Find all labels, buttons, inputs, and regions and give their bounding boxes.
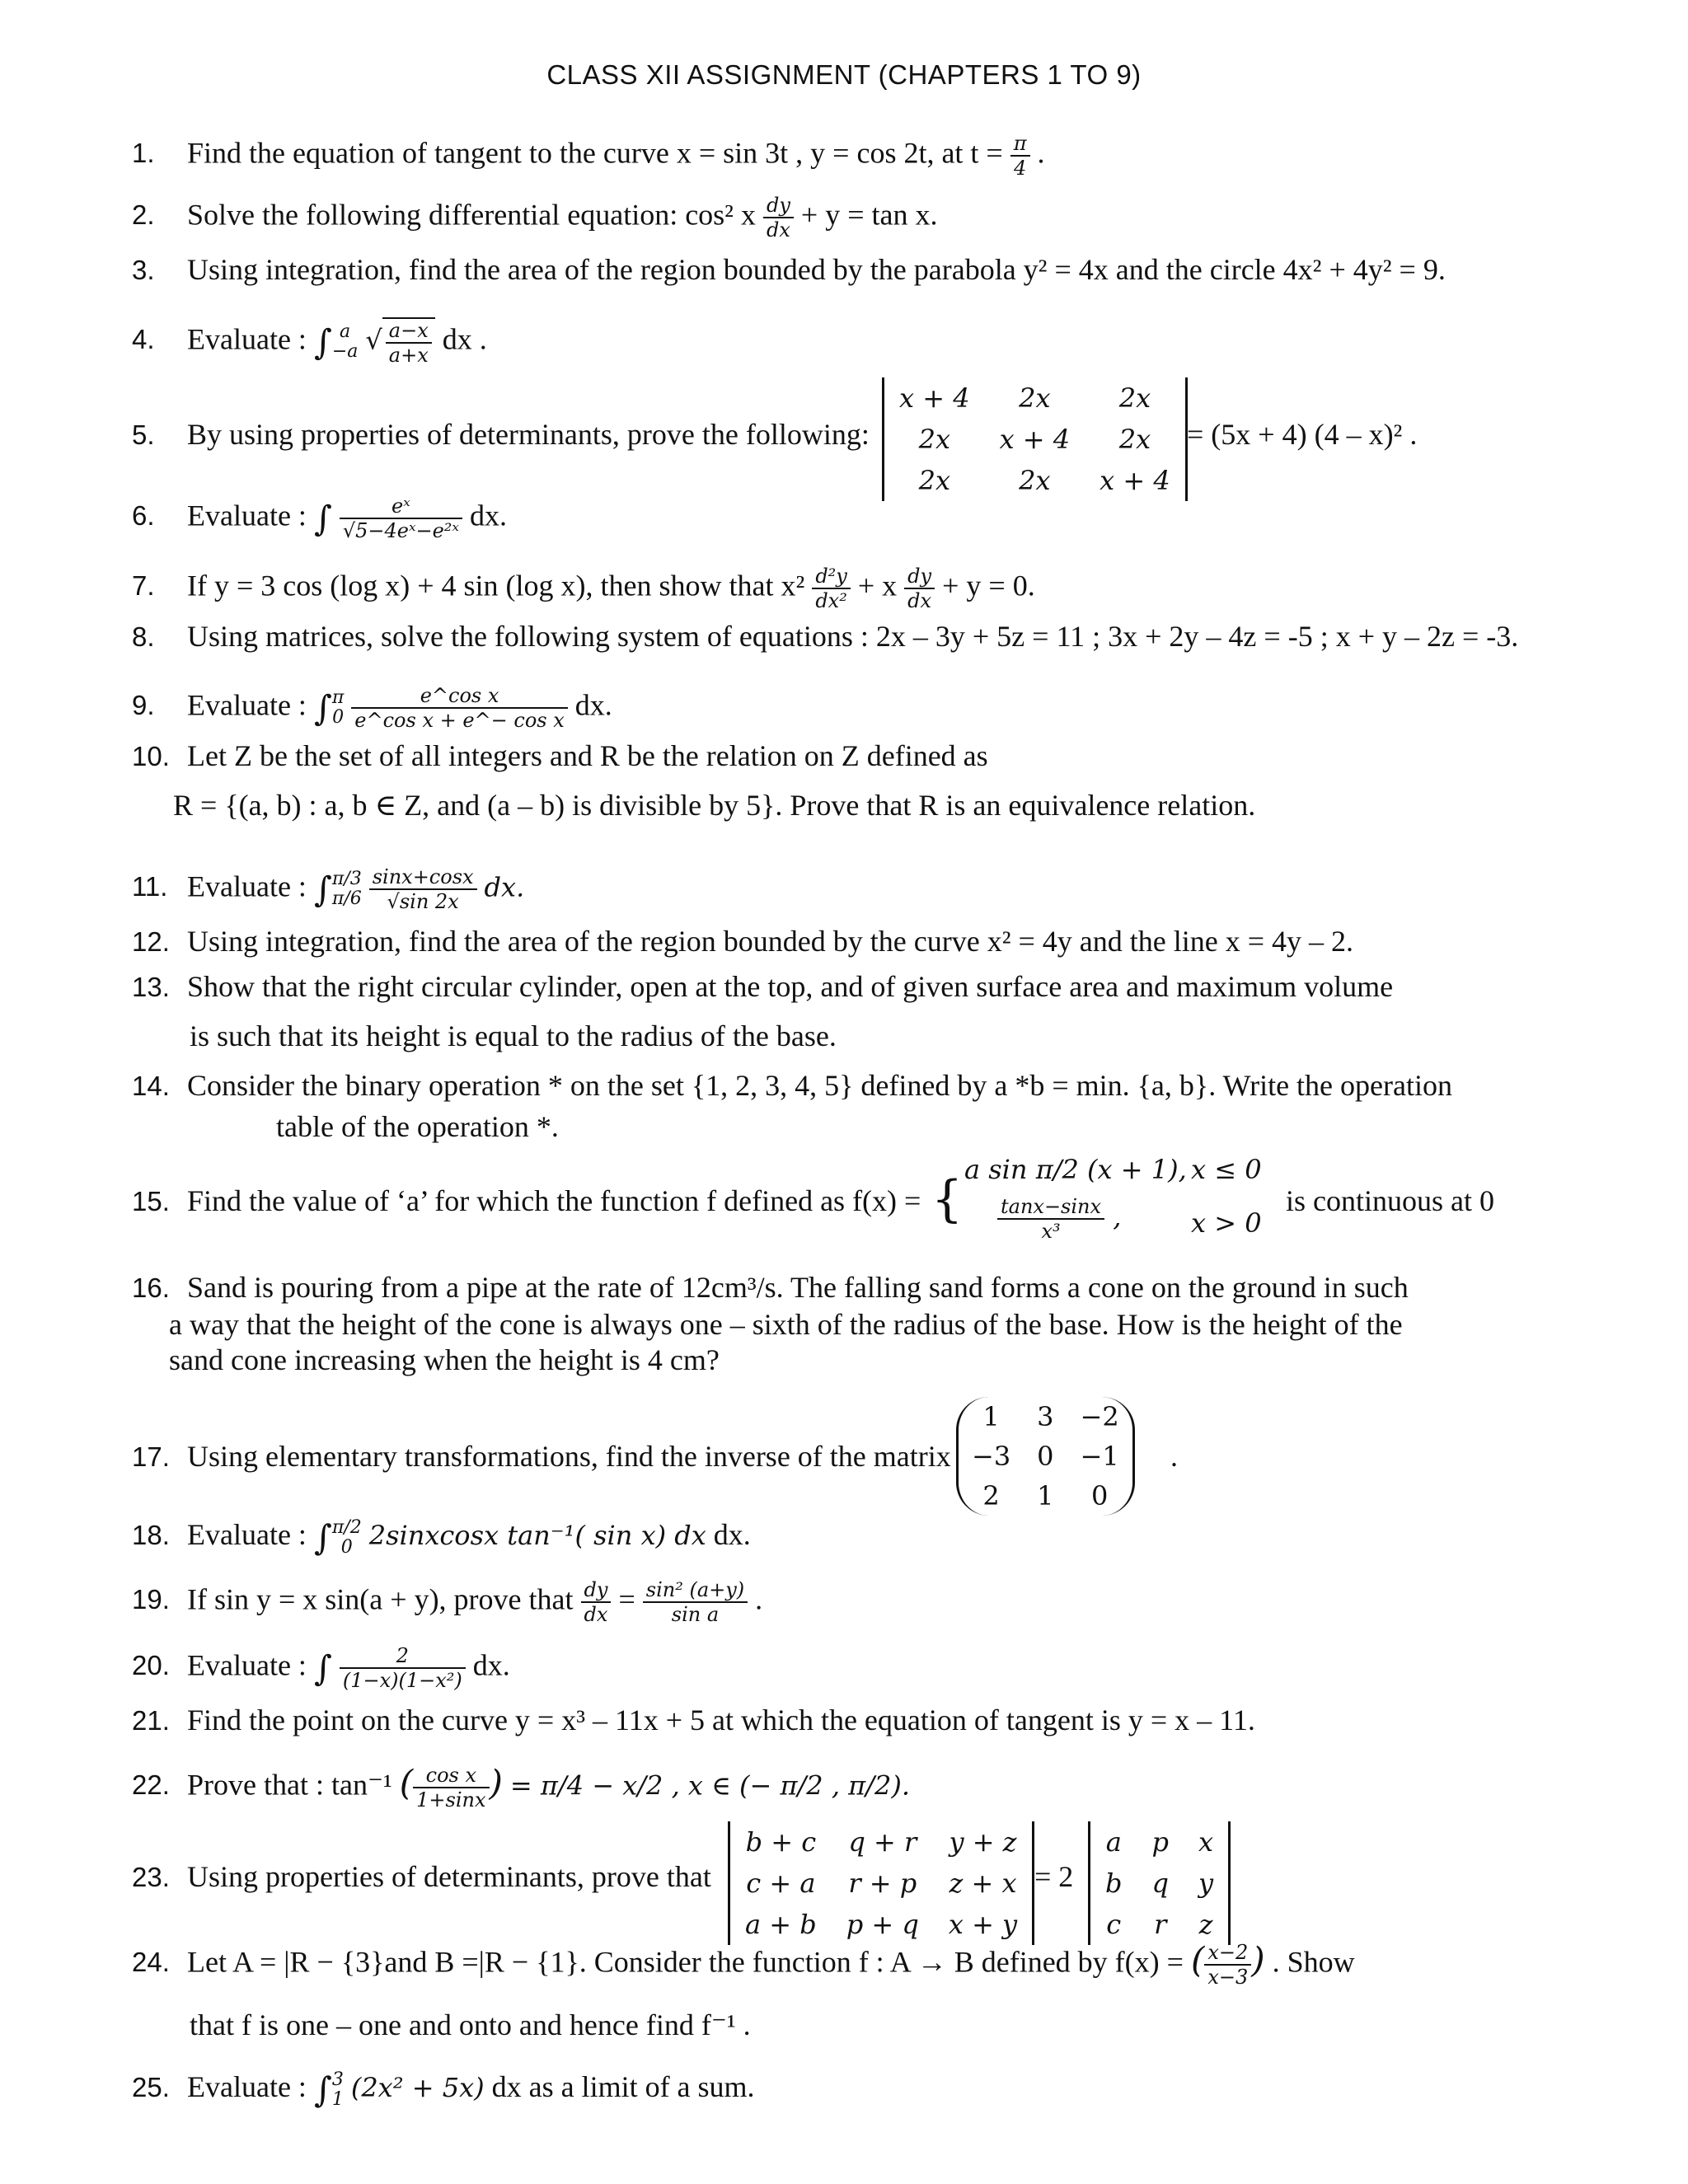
question-number: 1. xyxy=(132,138,155,169)
question-13 xyxy=(132,968,1393,1005)
question-11 xyxy=(132,865,524,913)
question-25 xyxy=(132,2069,755,2110)
question-24-line-2: that f is one – one and onto and hence find f⁻¹ . xyxy=(190,2008,751,2041)
question-number: 7. xyxy=(132,570,155,602)
question-8 xyxy=(132,618,1518,655)
piecewise-case-1: a sin π/2 (x + 1), xyxy=(964,1154,1187,1185)
question-number: 21. xyxy=(132,1705,170,1736)
question-number: 22. xyxy=(132,1769,170,1801)
determinant-right: a p x b q y c r z xyxy=(1088,1821,1231,1945)
integral-limits: π/3 π/6 xyxy=(331,869,362,909)
question-tail: + y = 0. xyxy=(942,569,1035,602)
question-3 xyxy=(132,251,1446,288)
fraction: $\frac{\text{e\textasciicircum{}cos x}}{\text{e\textasciicircum{}cos x + e\textasciicircum{}− cos x}}$ xyxy=(351,684,567,732)
question-16-line-3: sand cone increasing when the height is 4 cm? xyxy=(169,1343,720,1376)
question-15-tail: is continuous at 0 xyxy=(1286,1184,1494,1217)
fraction: $\frac{x-2}{x-3}$ xyxy=(1204,1941,1251,1989)
question-5 xyxy=(132,416,870,453)
fraction: $\frac{\text{cos x}}{1+\sin x}$ xyxy=(413,1764,489,1811)
question-22: 22. Prove that : tan⁻¹ ( $\frac{\text{cos x}}{1+\sin x}$ ) = π/4 − x/2 , x ∈ (− π/2 , π/2). xyxy=(132,1762,910,1811)
question-tail: dx. xyxy=(472,1648,510,1682)
question-21 xyxy=(132,1702,1255,1739)
question-number: 13. xyxy=(132,972,170,1002)
question-number: 24. xyxy=(132,1947,170,1978)
question-6 xyxy=(132,494,507,542)
question-10 xyxy=(132,738,988,775)
question-18 xyxy=(132,1516,751,1558)
question-9 xyxy=(132,684,612,732)
piecewise-condition-2: x > 0 xyxy=(1191,1207,1262,1239)
integral-sign: ∫ xyxy=(313,1517,332,1558)
question-number: 9. xyxy=(132,690,155,721)
integral-limits: π/2 0 xyxy=(331,1516,362,1558)
fraction: $\frac{\sin x+\cos x}{√\sin 2x}$ xyxy=(369,865,477,913)
question-2 xyxy=(132,194,938,241)
question-text: Using matrices, solve the following system of equations : 2x – 3y + 5z = 11 ; 3x + 2y – 4z = -5 ; x + y – 2z = -3. xyxy=(187,620,1519,653)
question-23 xyxy=(132,1858,711,1896)
question-number: 14. xyxy=(132,1071,170,1101)
question-tail: dx. xyxy=(574,688,612,722)
question-number: 20. xyxy=(132,1650,170,1681)
question-number: 15. xyxy=(132,1186,170,1216)
question-19: 19. If sin y = x sin(a + y), prove that $\frac{dy}{dx}$ = $\frac{\text{sin² (a+y)}}{\text{sin a}}$ . xyxy=(132,1578,763,1626)
integral-limits: 3 1 xyxy=(331,2069,344,2110)
question-20 xyxy=(132,1644,510,1692)
question-number: 10. xyxy=(132,741,170,771)
determinant: x + 4 2x 2x 2x x + 4 2x 2x 2x x + 4 xyxy=(882,377,1188,501)
question-tail: = π/4 − x/2 , x ∈ (− π/2 , π/2). xyxy=(509,1769,910,1802)
question-7 xyxy=(132,565,1035,612)
integral-sign: ∫ xyxy=(313,2069,332,2110)
question-number: 23. xyxy=(132,1862,170,1892)
question-23-equals: = 2 xyxy=(1034,1860,1074,1893)
question-17-tail: . xyxy=(1170,1440,1178,1473)
question-1 xyxy=(132,132,1045,180)
question-tail: dx. xyxy=(484,871,525,903)
question-13-line-2: is such that its height is equal to the radius of the base. xyxy=(190,1019,837,1052)
fraction: $\frac{\text{d²y}}{\text{dx²}}$ xyxy=(812,565,851,612)
question-tail: . xyxy=(1037,136,1045,170)
question-text: Show that the right circular cylinder, open at the top, and of given surface area and maximum volume xyxy=(187,970,1394,1003)
question-12 xyxy=(132,923,1353,960)
brace: { xyxy=(931,1170,964,1228)
question-number: 6. xyxy=(132,500,155,532)
fraction: $\frac{dy}{dx}$ xyxy=(581,1578,612,1626)
question-tail: . xyxy=(755,1582,763,1616)
question-text: Find the equation of tangent to the curve x = sin 3t , y = cos 2t, at t = xyxy=(187,136,1003,170)
question-tail: dx as a limit of a sum. xyxy=(491,2070,755,2103)
piecewise-case-2: $\frac{\tan x-\sin x}{\text{x³}}$ , xyxy=(997,1195,1121,1243)
question-number: 2. xyxy=(132,199,155,231)
question-number: 8. xyxy=(132,621,155,652)
question-tail: . Show xyxy=(1272,1945,1355,1979)
question-tail: dx . xyxy=(442,322,487,356)
question-text: Find the value of ‘a’ for which the function f defined as f(x) = xyxy=(187,1184,921,1217)
question-text: Sand is pouring from a pipe at the rate of 12cm³/s. The falling sand forms a cone on the ground in such xyxy=(187,1271,1409,1304)
question-number: 3. xyxy=(132,255,155,285)
fraction: $\frac{a-x}{a+x}$ xyxy=(382,317,435,367)
integral-sign: ∫ xyxy=(313,1647,332,1689)
question-text: Evaluate : xyxy=(187,1648,307,1682)
question-mid: + x xyxy=(857,569,898,602)
fraction: $\frac{\pi}{4}$ xyxy=(1010,132,1030,180)
question-text: By using properties of determinants, prove the following: xyxy=(187,418,870,451)
question-text: Evaluate : xyxy=(187,1518,307,1551)
question-number: 5. xyxy=(132,419,155,450)
fraction: $\frac{dy}{dx}$ xyxy=(763,194,794,241)
question-text: Find the point on the curve y = x³ – 11x + 5 at which the equation of tangent is y = x – 11. xyxy=(187,1704,1255,1736)
question-text: Let A = |R − {3}and B =|R − {1}. Consider the function f : A → B defined by f(x) = xyxy=(187,1945,1184,1979)
question-24: 24. Let A = |R − {3}and B =|R − {1}. Consider the function f : A → B defined by f(x) = ( $\frac{x-2}{x-3}$ ) . Show xyxy=(132,1939,1355,1989)
question-number: 4. xyxy=(132,324,155,355)
question-text: Evaluate : xyxy=(187,499,307,532)
fraction: $\frac{\text{sin² (a+y)}}{\text{sin a}}$ xyxy=(643,1578,748,1626)
question-text: Using integration, find the area of the region bounded by the parabola y² = 4x and the circle 4x² + 4y² = 9. xyxy=(187,253,1446,286)
question-tail: dx. xyxy=(713,1518,751,1551)
integral-sign: ∫ xyxy=(313,321,332,363)
integral-limits: π 0 xyxy=(331,687,345,728)
question-number: 19. xyxy=(132,1584,170,1615)
question-number: 12. xyxy=(132,926,170,957)
question-text: Solve the following differential equation: cos² x xyxy=(187,198,756,232)
question-number: 16. xyxy=(132,1272,170,1303)
question-text: Evaluate : xyxy=(187,869,307,903)
question-text: Let Z be the set of all integers and R be the relation on Z defined as xyxy=(187,739,988,772)
question-number: 11. xyxy=(132,871,168,902)
integrand: (2x² + 5x) xyxy=(350,2072,485,2103)
question-text: If y = 3 cos (log x) + 4 sin (log x), then show that x² xyxy=(187,569,805,602)
determinant-left: b + c q + r y + z c + a r + p z + x a + b p + q x + y xyxy=(728,1821,1034,1945)
matrix: 1 3 −2 −3 0 −1 2 1 0 xyxy=(956,1397,1135,1516)
question-text: Prove that : tan⁻¹ xyxy=(187,1768,392,1802)
question-5-result: = (5x + 4) (4 – x)² . xyxy=(1187,418,1418,451)
question-4 xyxy=(132,317,487,367)
question-14-line-2: table of the operation *. xyxy=(276,1110,559,1143)
question-text: Using elementary transformations, find the inverse of the matrix xyxy=(187,1440,951,1473)
page-title: CLASS XII ASSIGNMENT (CHAPTERS 1 TO 9) xyxy=(546,59,1142,90)
question-text: Evaluate : xyxy=(187,2070,307,2103)
question-text: If sin y = x sin(a + y), prove that xyxy=(187,1582,574,1616)
integrand: 2sinxcosx tan⁻¹( sin x) dx xyxy=(368,1520,706,1551)
piecewise-condition-1: x ≤ 0 xyxy=(1191,1154,1262,1185)
question-15 xyxy=(132,1183,921,1220)
question-16-line-2: a way that the height of the cone is always one – sixth of the radius of the base. How is the height of the xyxy=(169,1308,1403,1341)
sqrt-sign: √ xyxy=(365,324,382,356)
question-16 xyxy=(132,1269,1409,1306)
question-10-line-2: R = {(a, b) : a, b ∈ Z, and (a – b) is divisible by 5}. Prove that R is an equivalence relation. xyxy=(173,789,1256,822)
question-number: 17. xyxy=(132,1441,170,1472)
question-tail: dx. xyxy=(469,499,507,532)
question-text: Evaluate : xyxy=(187,322,307,356)
integral-sign: ∫ xyxy=(313,687,332,729)
integral-sign: ∫ xyxy=(313,498,332,539)
question-number: 18. xyxy=(132,1520,170,1550)
question-text: Evaluate : xyxy=(187,688,307,722)
question-tail: + y = tan x. xyxy=(800,198,938,232)
question-text: Using integration, find the area of the region bounded by the curve x² = 4y and the line x = 4y – 2. xyxy=(187,925,1354,958)
integral-sign: ∫ xyxy=(313,869,332,910)
fraction: $\frac{dy}{dx}$ xyxy=(904,565,935,612)
fraction: $\frac{\text{eˣ}}{\text{√5−4eˣ−e²ˣ}}$ xyxy=(340,494,462,542)
question-text: Consider the binary operation * on the set {1, 2, 3, 4, 5} defined by a *b = min. {a, b}. Write the operation xyxy=(187,1069,1452,1102)
question-number: 25. xyxy=(132,2072,170,2102)
integral-limits: a −a xyxy=(331,321,359,362)
question-14 xyxy=(132,1067,1452,1104)
question-text: Using properties of determinants, prove that xyxy=(187,1860,711,1893)
question-17 xyxy=(132,1438,951,1475)
fraction: $\frac{2}{\text{(1−x)(1−x²)}}$ xyxy=(340,1644,466,1692)
